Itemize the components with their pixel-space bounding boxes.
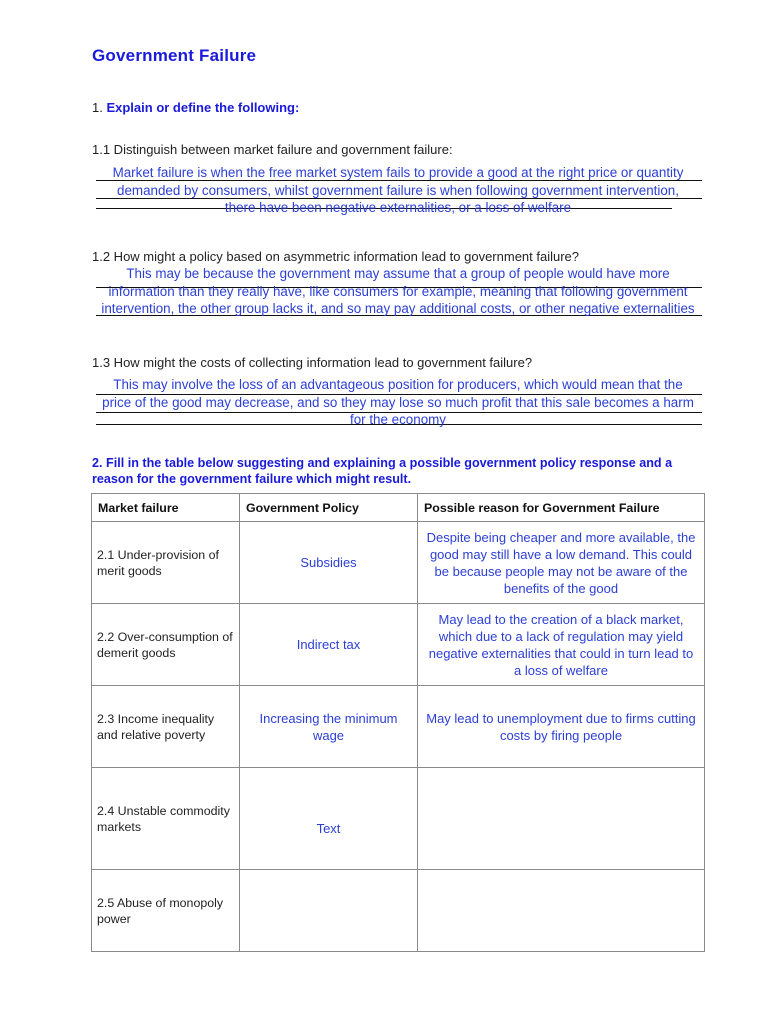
- section2-heading: 2. Fill in the table below suggesting and explaining a possible government policy response and a reason for the government failure which might result.: [92, 456, 673, 486]
- policy-cell[interactable]: Indirect tax: [240, 604, 418, 686]
- reason-cell[interactable]: May lead to the creation of a black market, which due to a lack of regulation may yield negative externalities that could in turn lead to a loss of welfare: [418, 604, 705, 686]
- market-failure-cell: 2.2 Over-consumption of demerit goods: [92, 604, 240, 686]
- table-row: [92, 768, 705, 870]
- policy-cell[interactable]: [240, 870, 418, 952]
- table-header-row: [92, 494, 705, 522]
- policy-table: [91, 493, 705, 952]
- policy-cell[interactable]: Increasing the minimum wage: [240, 686, 418, 768]
- question-1-2-prompt: 1.2 How might a policy based on asymmetric information lead to government failure?: [92, 249, 580, 264]
- table-row: [92, 870, 705, 952]
- reason-cell[interactable]: [418, 768, 705, 870]
- question-1-3-prompt: 1.3 How might the costs of collecting information lead to government failure?: [92, 355, 533, 370]
- section1-heading-text: Explain or define the following:: [106, 100, 300, 115]
- section1-heading: [92, 100, 299, 115]
- market-failure-cell: 2.1 Under-provision of merit goods: [92, 522, 240, 604]
- market-failure-cell: 2.3 Income inequality and relative poverty: [92, 686, 240, 768]
- market-failure-cell: 2.5 Abuse of monopoly power: [92, 870, 240, 952]
- table-row: [92, 686, 705, 768]
- question-1-1-answer[interactable]: Market failure is when the free market system fails to provide a good at the right price or quantity demanded by consumers, whilst government failure is when following government intervention, there have been negative externalities, or a loss of welfare: [112, 165, 684, 216]
- question-1-3-answer[interactable]: This may involve the loss of an advantageous position for producers, which would mean that the price of the good may decrease, and so they may lose so much profit that this sale becomes a harm for the economy: [102, 377, 694, 428]
- table-row: [92, 604, 705, 686]
- column-header-reason: Possible reason for Government Failure: [418, 494, 705, 522]
- table-row: [92, 522, 705, 604]
- question-1-1-prompt: 1.1 Distinguish between market failure and government failure:: [92, 142, 453, 157]
- column-header-market-failure: Market failure: [92, 494, 240, 522]
- reason-cell[interactable]: Despite being cheaper and more available, the good may still have a low demand. This could be because people may not be aware of the benefits of the good: [418, 522, 705, 604]
- policy-cell[interactable]: Text: [240, 768, 418, 870]
- question-1-2-answer[interactable]: This may be because the government may assume that a group of people would have more information than they really have, like consumers for example, meaning that following government intervention, the other group lacks it, and so may pay additional costs, or other negative externalities: [101, 266, 695, 317]
- page-title: Government Failure: [92, 46, 257, 65]
- reason-cell[interactable]: May lead to unemployment due to firms cutting costs by firing people: [418, 686, 705, 768]
- reason-cell[interactable]: [418, 870, 705, 952]
- policy-cell[interactable]: Subsidies: [240, 522, 418, 604]
- section1-number: 1.: [92, 100, 103, 115]
- market-failure-cell: 2.4 Unstable commodity markets: [92, 768, 240, 870]
- column-header-government-policy: Government Policy: [240, 494, 418, 522]
